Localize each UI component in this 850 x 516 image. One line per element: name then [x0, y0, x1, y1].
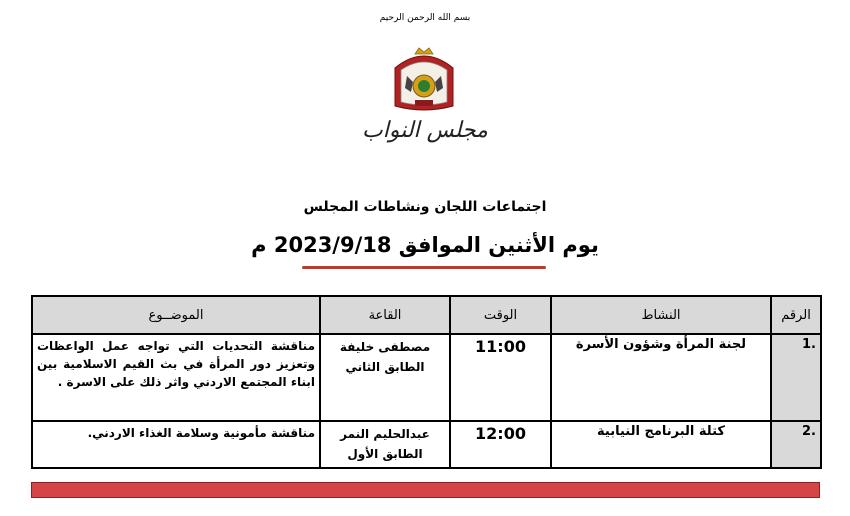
row-number: .2	[771, 421, 821, 468]
table-header-row	[32, 296, 821, 334]
row-activity: كتلة البرنامج النيابية	[551, 421, 771, 468]
date-heading: يوم الأثنين الموافق 2023/9/18 م	[251, 233, 599, 257]
footer-bar	[31, 482, 820, 498]
coat-of-arms-icon	[389, 46, 459, 114]
page-title: اجتماعات اللجان ونشاطات المجلس	[303, 199, 547, 215]
row-room	[320, 334, 450, 421]
header-topic: الموضــوع	[32, 296, 320, 334]
header-room: القاعة	[320, 296, 450, 334]
room-name: عبدالحليم النمر	[340, 427, 430, 441]
header-activity: النشاط	[551, 296, 771, 334]
date-underline	[302, 266, 546, 269]
row-activity: لجنة المرأة وشؤون الأسرة	[551, 334, 771, 421]
parliament-logo-text: مجلس النواب	[362, 118, 488, 143]
basmala: بسم الله الرحمن الرحيم	[379, 13, 471, 23]
room-floor: الطابق الأول	[347, 447, 423, 461]
row-topic: مناقشة التحديات التي تواجه عمل الواعظات وتعزيز دور المرأة في بث القيم الاسلامية بين ابناء المجتمع الاردني واثر ذلك على الاسرة .	[32, 334, 320, 421]
room-floor: الطابق الثاني	[345, 360, 425, 374]
row-number: .1	[771, 334, 821, 421]
room-name: مصطفى خليفة	[339, 340, 431, 354]
table-row	[32, 334, 821, 421]
header-time: الوقت	[450, 296, 551, 334]
row-room	[320, 421, 450, 468]
header-number: الرقم	[771, 296, 821, 334]
row-topic: مناقشة مأمونية وسلامة الغذاء الاردني.	[32, 421, 320, 468]
row-time: 11:00	[450, 334, 551, 421]
table-row	[32, 421, 821, 468]
row-time: 12:00	[450, 421, 551, 468]
schedule-table	[31, 295, 822, 469]
